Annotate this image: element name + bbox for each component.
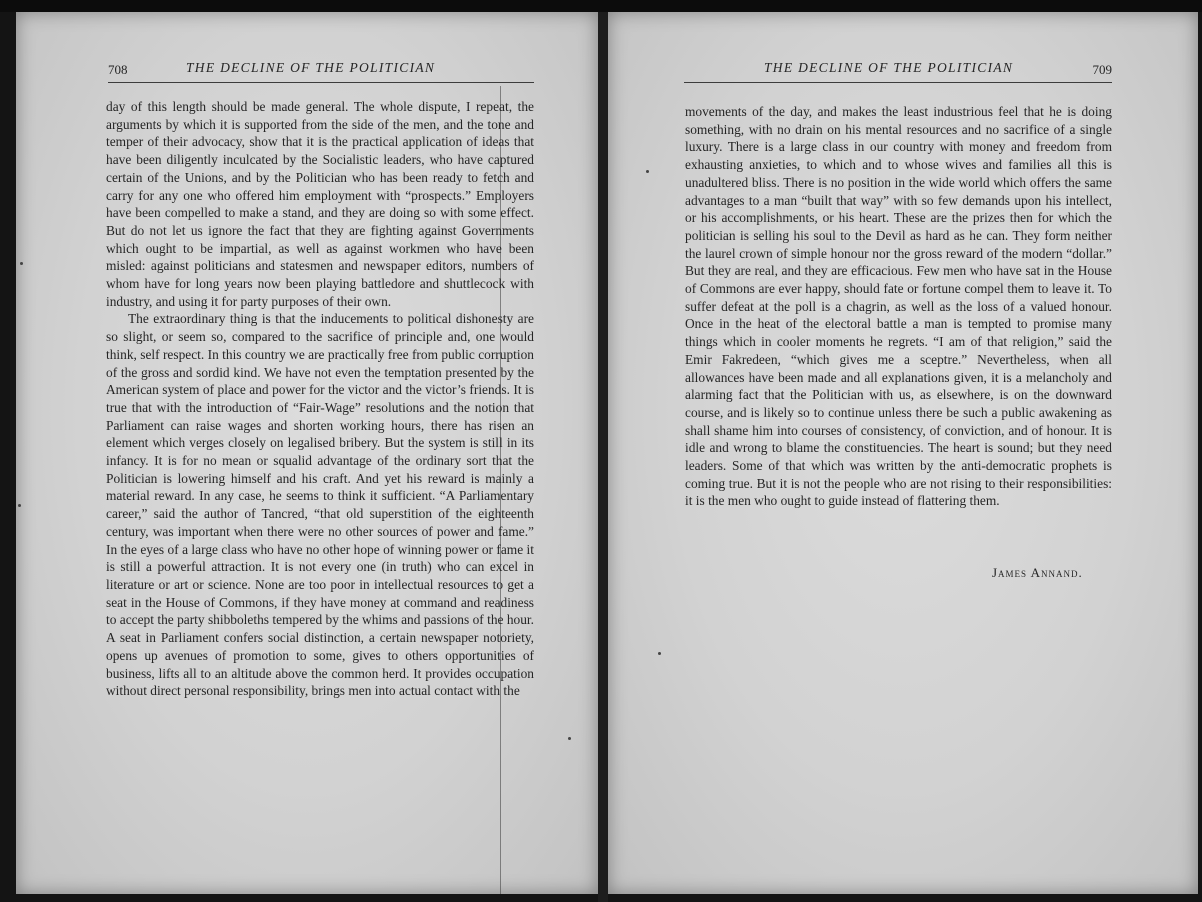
- author-signature: James Annand.: [992, 565, 1083, 580]
- left-paragraph-2: The extraordinary thing is that the inducements to political dishonesty are so slight, or seem so, compared to the sacrifice of principle and, one would think, self respect. In this country we are practically free from public corruption of the gross and sordid kind. We have not even the temptation presented by the American system of place and power for the victor and the victor’s friends. It is true that with the introduction of “Fair-Wage” resolutions and the notion that Parliament can raise wages and shorten working hours, there has risen an element which verges closely on legalised bribery. But the system is still in its infancy. It is for no mean or squalid advantage of the ordinary sort that the Politician is lowering himself and his craft. And yet his reward is mainly a material reward. In any case, he seems to think it sufficient. “A Parliamentary career,” said the author of Tancred, “that old superstition of the eighteenth century, was important when there were no other sources of power and fame.” In the eyes of a large class who have no other hope of winning power or fame it is still a powerful attraction. It is not every one (in truth) who can excel in literature or art or science. None are too poor in intellectual resources to get a seat in the House of Commons, if they have money at command and readiness to accept the party shibboleths tempered by the whims and passions of the hour. A seat in Parliament confers social distinction, a certain newspaper notoriety, opens up avenues of promotion to some, gives to others opportunities of business, lifts all to an altitude above the common herd. It provides occupation without direct personal responsibility, brings men into actual contact with the: [106, 311, 534, 699]
- scan-top-border: [0, 0, 1202, 12]
- left-body-text: [106, 98, 534, 700]
- right-page: [608, 12, 1198, 894]
- left-page-header: [108, 58, 534, 83]
- left-page: [16, 12, 598, 894]
- left-paragraph-1: day of this length should be made general. The whole dispute, I repeat, the arguments by which it is supported from the side of the men, and the tone and temper of their advocacy, show that it is the practical application of ideas that have been diligently inculcated by the Socialistic leaders, who have captured certain of the Unions, and by the Politician who has been ready to fetch and carry for any one who offered him employment with “prospects.” Employers have been compelled to make a stand, and they are doing so with some effect. But do not let us ignore the fact that they are fighting against Governments which ought to be impartial, as well as against workmen who have been misled: against politicians and statesmen and newspaper editors, numbers of whom have for long years now been playing battledore and shuttlecock with industry, and using it for party purposes of their own.: [106, 99, 534, 309]
- book-gutter: [598, 12, 608, 902]
- right-body-text: [685, 103, 1112, 510]
- scan-speck: [20, 262, 23, 265]
- scan-speck: [646, 170, 649, 173]
- right-page-header: [684, 58, 1112, 83]
- scan-speck: [568, 737, 571, 740]
- scan-speck: [18, 504, 21, 507]
- right-paragraph-1: movements of the day, and makes the least industrious feel that he is doing something, with no drain on his mental resources and no sacrifice of a single luxury. There is a large class in our country with money and freedom from exhausting anxieties, to which and to whose wives and families all this is unadultered bliss. There is no position in the wide world which offers the same advantages to a man “built that way” with so few demands upon his intellect, or his accomplishments, or his heart. These are the prizes then for which the politician is selling his soul to the Devil as hard as he can. They form neither the laurel crown of simple honour nor the gross reward of the modern “dollar.” But they are real, and they are efficacious. Few men who have sat in the House of Commons are ever happy, should fate or fortune compel them to leave it. To suffer defeat at the poll is a chagrin, as well as the loss of a valued honour. Once in the heat of the electoral battle a man is tempted to promise many things which in cooler moments he regrets. “I am of that religion,” said the Emir Fakredeen, “which gives me a sceptre.” Nevertheless, when all allowances have been made and all explanations given, it is a melancholy and alarming fact that the Politician with us, as elsewhere, is on the downward course, and is likely so to continue unless there be such a public awakening as shall shame him into courses of consistency, of conviction, and of honour. It is idle and wrong to blame the constituencies. The heart is sound; but they need leaders. Some of that which was written by the anti-democratic prophets is coming true. But it is not the people who are not rising to their responsibilities: it is the men who ought to guide instead of flattering them.: [685, 104, 1112, 509]
- right-page-number: 709: [1092, 62, 1112, 77]
- left-running-title: THE DECLINE OF THE POLITICIAN: [186, 60, 436, 75]
- scan-speck: [658, 652, 661, 655]
- right-running-title: THE DECLINE OF THE POLITICIAN: [764, 60, 1014, 75]
- left-page-number: 708: [108, 62, 128, 77]
